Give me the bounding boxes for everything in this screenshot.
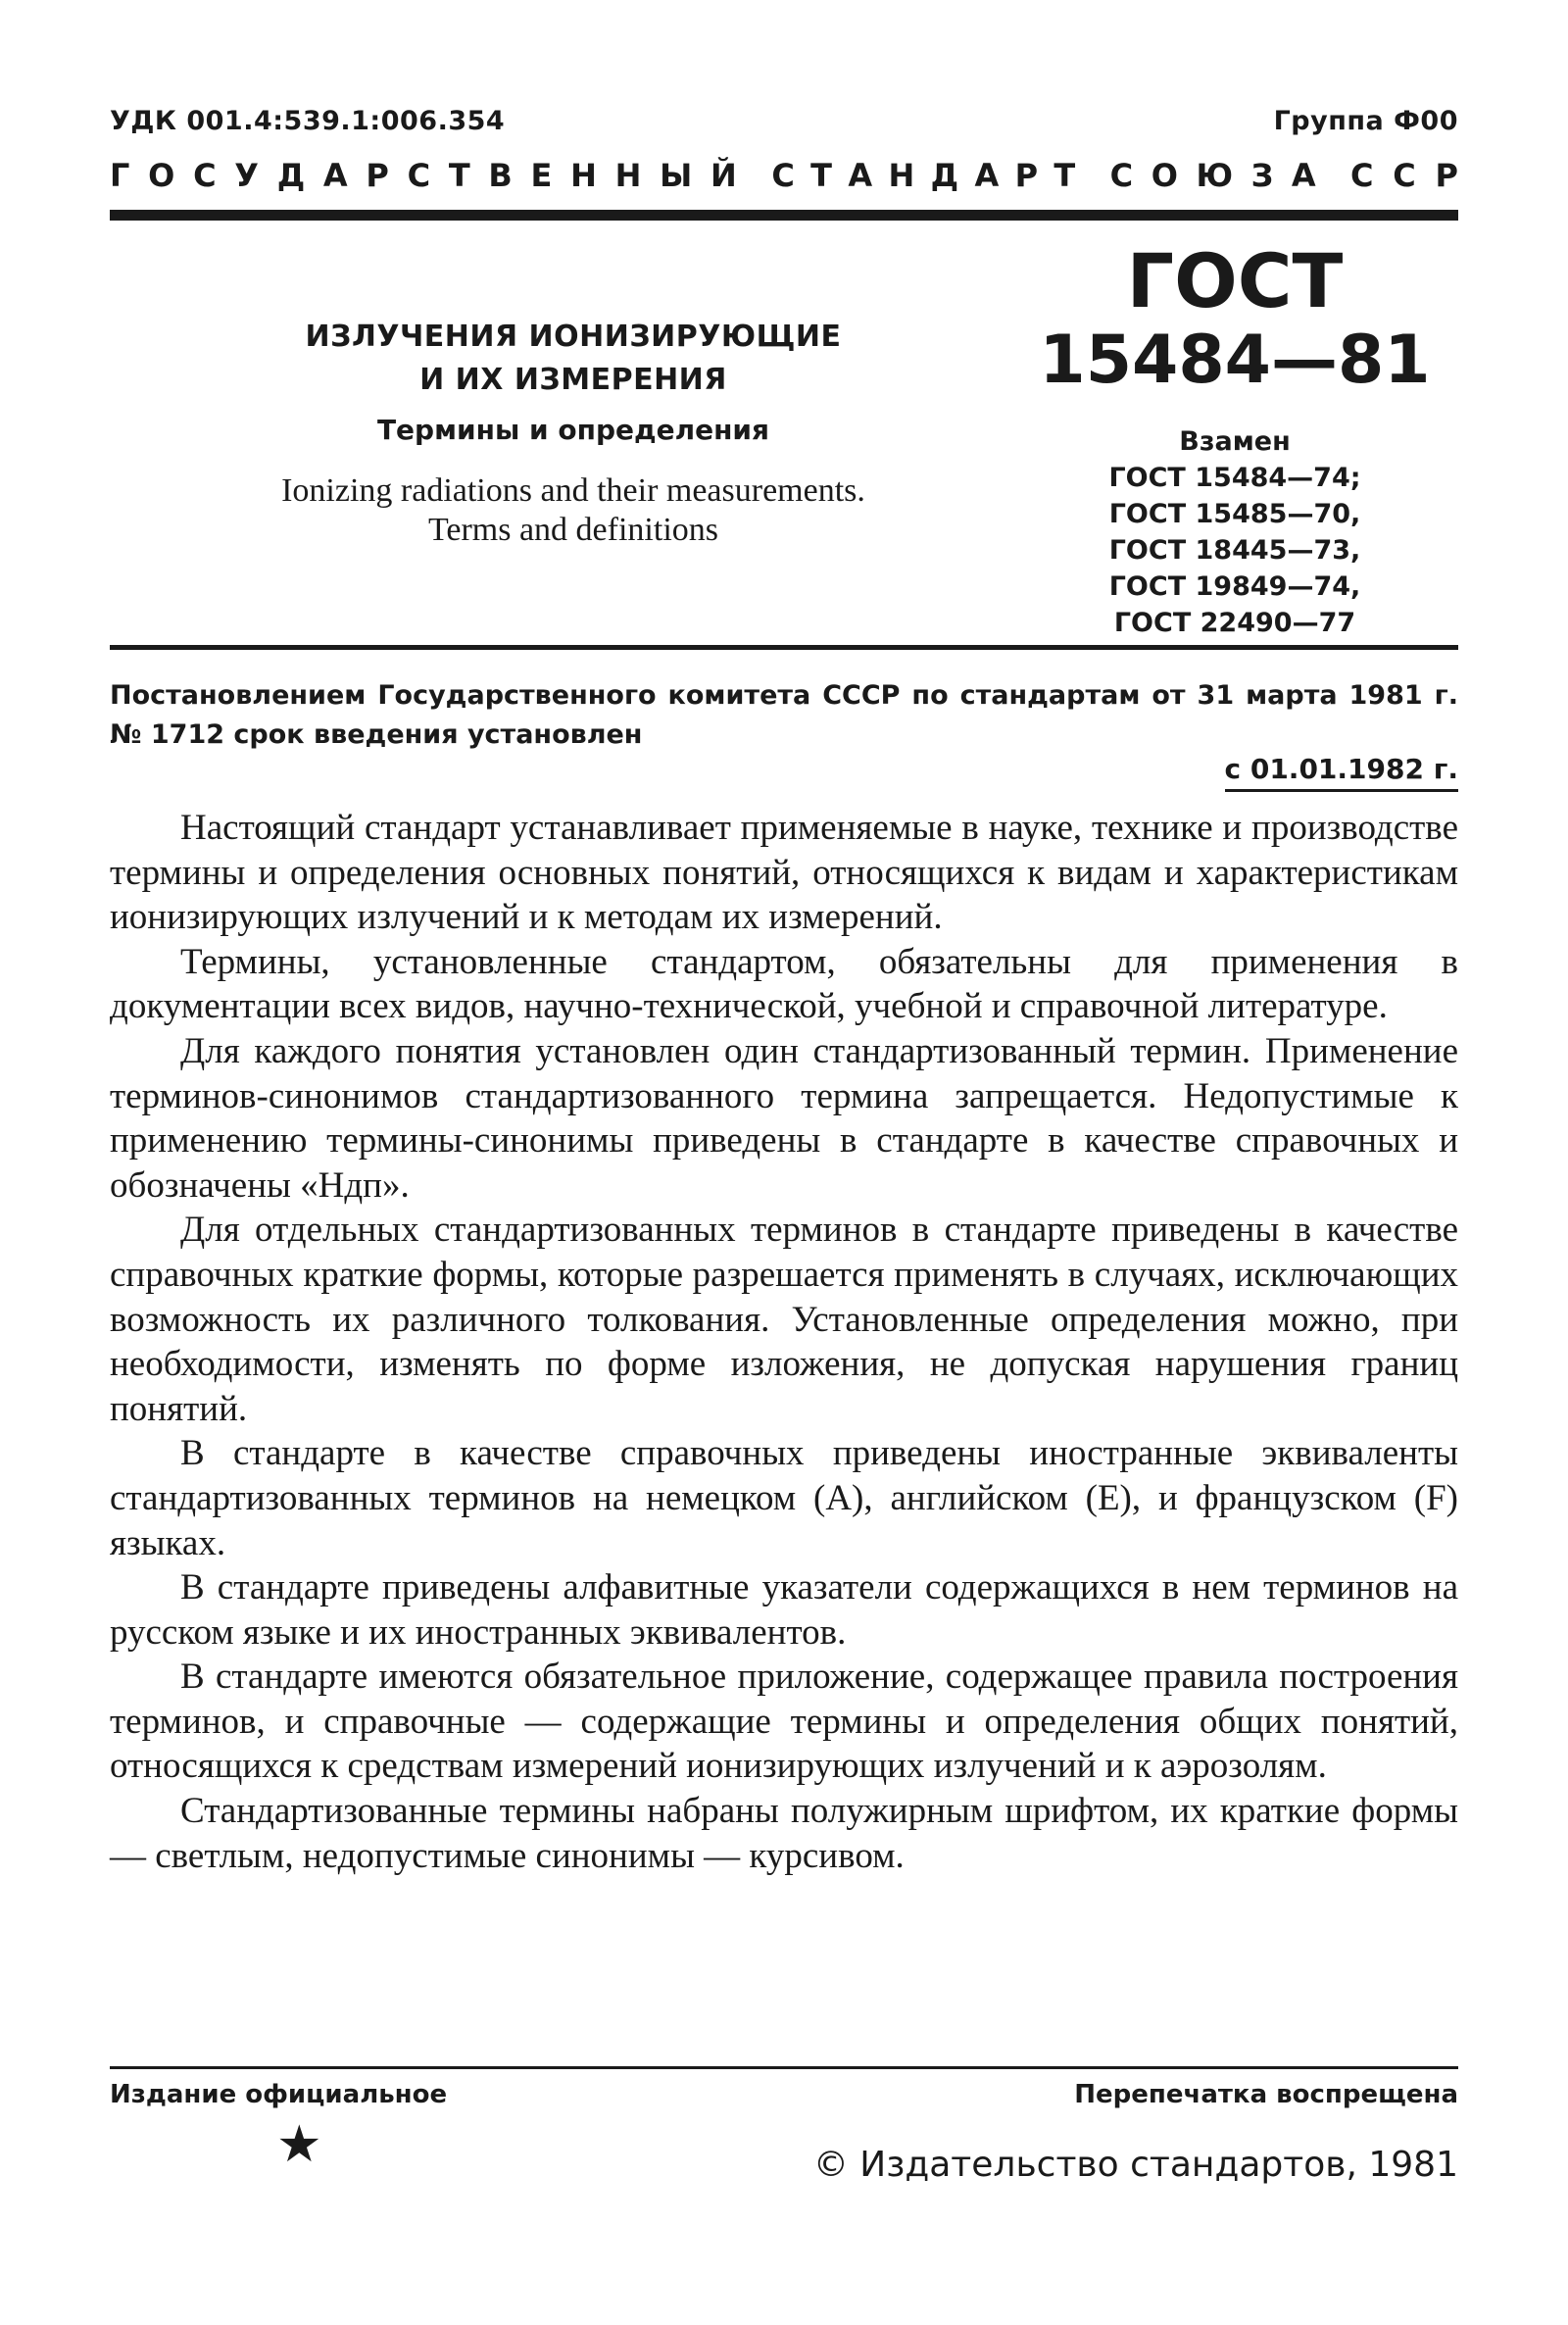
body-paragraph: В стандарте в качестве справочных приведены иностранные эквиваленты стандартизованных терминов на немецком (А), английском (Е), и французском (F) языках. <box>110 1433 1458 1563</box>
heading-letter: С <box>771 157 795 194</box>
heading-letter: Н <box>570 157 597 194</box>
gost-designation <box>1029 237 1441 641</box>
heading-letter: А <box>974 157 1000 194</box>
heading-letter: В <box>488 157 513 194</box>
heading-letter: Р <box>1014 157 1039 194</box>
reprint-prohibited-label: Перепечатка воспрещена <box>1074 2080 1458 2109</box>
replaced-standard: ГОСТ 18445—73, <box>1108 535 1361 566</box>
body-paragraph: В стандарте приведены алфавитные указатели содержащихся в нем терминов на русском языке и их иностранных эквивалентов. <box>110 1567 1458 1653</box>
body-paragraph: Для отдельных стандартизованных терминов в стандарте приведены в качестве справочных краткие формы, которые разрешается применять в случаях, исключающих возможность их различного толкования. Установленные определения можно, при необходимости, изменять по форме изложения, не допуская нарушения границ понятий. <box>110 1210 1458 1429</box>
english-title-line-1: Ionizing radiations and their measurements. <box>281 472 865 509</box>
heading-letter: А <box>322 157 348 194</box>
decree-text: Постановлением Государственного комитета СССР по стандартам от 31 марта 1981 г. № 1712 срок введения установлен <box>110 680 1458 750</box>
gost-label: ГОСТ <box>1126 237 1344 324</box>
heading-letter: Д <box>276 157 306 194</box>
heading-letter: Н <box>614 157 642 194</box>
heading-letter: О <box>1151 157 1178 194</box>
replaced-standard: ГОСТ 22490—77 <box>1113 608 1356 638</box>
heading-letter: З <box>1250 157 1274 194</box>
heading-letter: А <box>848 157 873 194</box>
effective-date: с 01.01.1982 г. <box>1225 753 1459 792</box>
heading-letter: Р <box>366 157 389 194</box>
state-standard-word-3 <box>1110 157 1316 194</box>
heading-letter: Ю <box>1196 157 1234 194</box>
replaced-standard: ГОСТ 15485—70, <box>1108 499 1361 529</box>
heading-letter: Т <box>448 157 470 194</box>
heading-letter: Г <box>110 157 130 194</box>
state-standard-heading <box>110 157 1458 194</box>
replaces-label: Взамен <box>1179 426 1291 457</box>
heading-letter: Ы <box>660 157 693 194</box>
heading-letter: Т <box>1054 157 1076 194</box>
heading-letter: С <box>1109 157 1134 194</box>
english-title-line-2: Terms and definitions <box>427 512 718 548</box>
body-paragraph: Настоящий стандарт устанавливает применяемые в науке, технике и производстве термины и определения основных понятий, относящихся к видам и характеристикам ионизирующих излучений и к методам их измерений. <box>110 808 1458 938</box>
state-standard-word-2 <box>771 157 1075 194</box>
body-paragraph: Термины, установленные стандартом, обязательны для применения в документации всех видов, научно-технической, учебной и справочной литературе. <box>110 941 1458 1027</box>
heading-letter: Й <box>710 157 737 194</box>
replaced-standard: ГОСТ 19849—74, <box>1108 571 1361 602</box>
heading-letter: О <box>148 157 175 194</box>
title-line-1: ИЗЛУЧЕНИЯ ИОНИЗИРУЮЩИЕ <box>305 320 842 354</box>
gost-number: 15484—81 <box>1039 322 1431 399</box>
footer-row <box>110 2080 1458 2109</box>
heading-letter: Н <box>888 157 915 194</box>
udk-code: УДК 001.4:539.1:006.354 <box>110 106 506 136</box>
header-divider <box>110 210 1458 221</box>
heading-letter: С <box>193 157 217 194</box>
body-text <box>110 806 1458 1878</box>
heading-letter: А <box>1291 157 1316 194</box>
footer-divider <box>110 2066 1458 2069</box>
official-edition-label: Издание официальное <box>110 2080 448 2109</box>
heading-letter: Д <box>930 157 959 194</box>
star-icon: ★ <box>276 2115 322 2174</box>
body-paragraph: Для каждого понятия установлен один стандартизованный термин. Применение терминов-синонимов стандартизованного термина запрещается. Недопустимые к применению термины-синонимы приведены в стандарте в качестве справочных и обозначены «Ндп». <box>110 1030 1458 1206</box>
state-standard-word-1 <box>110 157 737 194</box>
group-code: Группа Ф00 <box>1273 106 1458 136</box>
heading-letter: Р <box>1435 157 1458 194</box>
replaced-standard: ГОСТ 15484—74; <box>1108 463 1361 493</box>
state-standard-word-4 <box>1350 157 1458 194</box>
title-subtitle: Термины и определения <box>376 414 770 446</box>
heading-letter: С <box>1349 157 1374 194</box>
body-paragraph: Стандартизованные термины набраны полужирным шрифтом, их краткие формы — светлым, недопустимые синонимы — курсивом. <box>110 1791 1458 1876</box>
publisher-copyright: © Издательство стандартов, 1981 <box>812 2145 1458 2185</box>
replaces-list <box>1029 423 1441 641</box>
title-line-2: И ИХ ИЗМЕРЕНИЯ <box>419 363 727 397</box>
title-block <box>157 316 990 550</box>
heading-letter: Т <box>810 157 832 194</box>
heading-letter: У <box>234 157 259 194</box>
title-divider <box>110 645 1458 650</box>
heading-letter: С <box>407 157 431 194</box>
heading-letter: Е <box>530 157 553 194</box>
heading-letter: С <box>1393 157 1416 194</box>
header-top-line <box>110 106 1458 136</box>
body-paragraph: В стандарте имеются обязательное приложение, содержащее правила построения терминов, и справочные — содержащие термины и определения общих понятий, относящихся к средствам измерений ионизирующих излучений и к аэрозолям. <box>110 1657 1458 1787</box>
